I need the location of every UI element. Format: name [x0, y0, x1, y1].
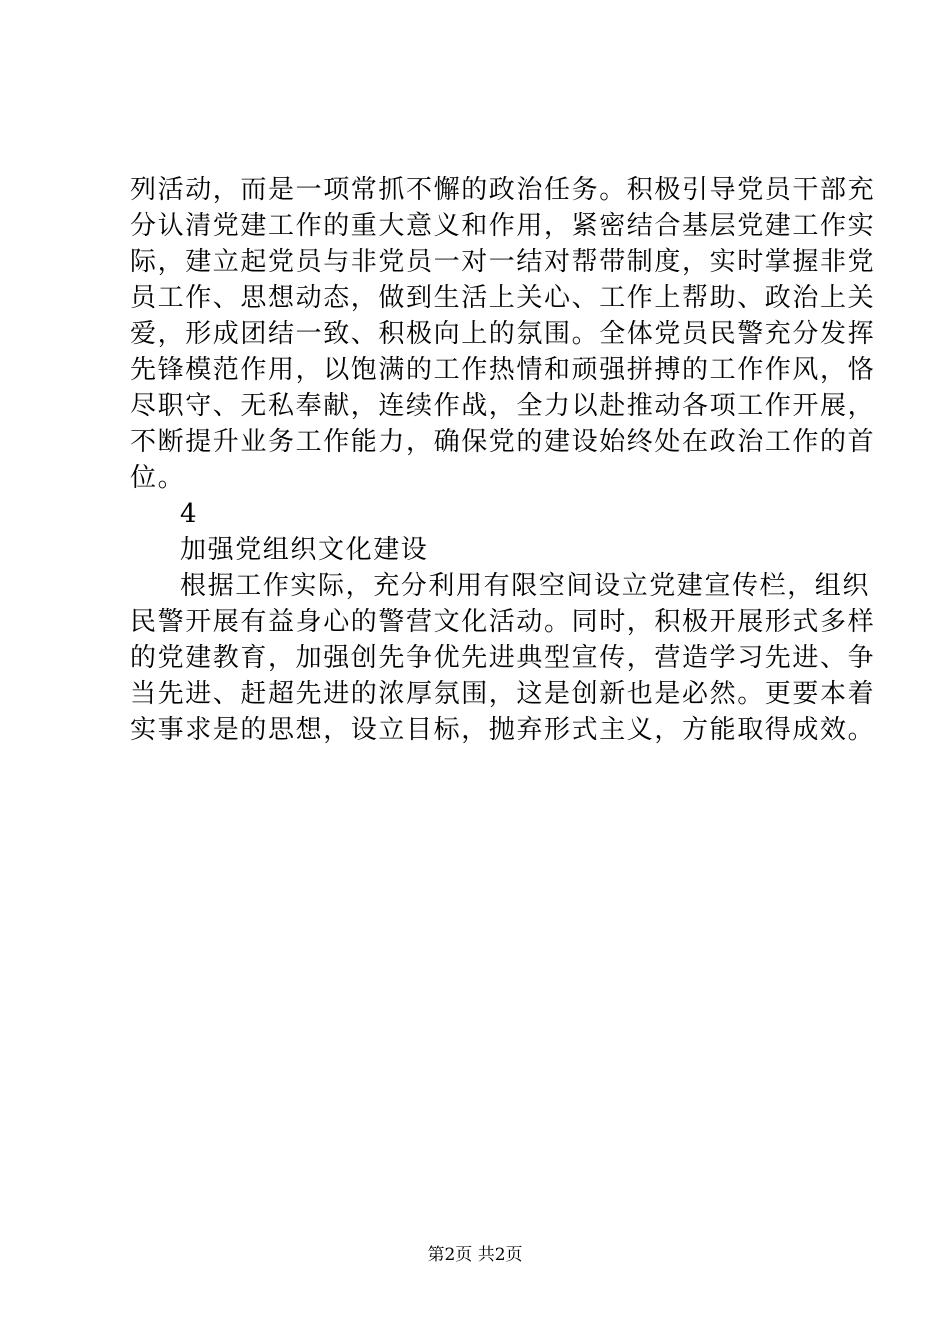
paragraph2-line: 根据工作实际，充分利用有限空间设立党建宣传栏，组织	[180, 571, 871, 601]
paragraph2-line: 的党建教育，加强创先争优先进典型宣传，营造学习先进、争	[130, 643, 876, 673]
paragraph1-line: 列活动，而是一项常抓不懈的政治任务。积极引导党员干部充	[130, 175, 876, 205]
section-heading: 加强党组织文化建设	[180, 535, 429, 565]
paragraph2-line: 民警开展有益身心的警营文化活动。同时，积极开展形式多样	[130, 607, 876, 637]
paragraph2-line: 实事求是的思想，设立目标，抛弃形式主义，方能取得成效。	[130, 715, 876, 745]
paragraph2-line: 当先进、赶超先进的浓厚氛围，这是创新也是必然。更要本着	[130, 679, 876, 709]
paragraph1-line: 际，建立起党员与非党员一对一结对帮带制度，实时掌握非党	[130, 247, 876, 277]
paragraph1-line: 位。	[130, 463, 186, 493]
page-footer: 第2页 共2页	[427, 1245, 523, 1265]
paragraph1-line: 不断提升业务工作能力，确保党的建设始终处在政治工作的首	[130, 427, 876, 457]
paragraph1-line: 分认清党建工作的重大意义和作用，紧密结合基层党建工作实	[130, 211, 876, 241]
paragraph1-line: 爱，形成团结一致、积极向上的氛围。全体党员民警充分发挥	[130, 319, 876, 349]
paragraph1-line: 先锋模范作用，以饱满的工作热情和顽强拼搏的工作作风，恪	[130, 355, 876, 385]
paragraph1-line: 员工作、思想动态，做到生活上关心、工作上帮助、政治上关	[130, 283, 876, 313]
section-number: 4	[180, 499, 199, 529]
paragraph1-line: 尽职守、无私奉献，连续作战，全力以赴推动各项工作开展，	[130, 391, 876, 421]
